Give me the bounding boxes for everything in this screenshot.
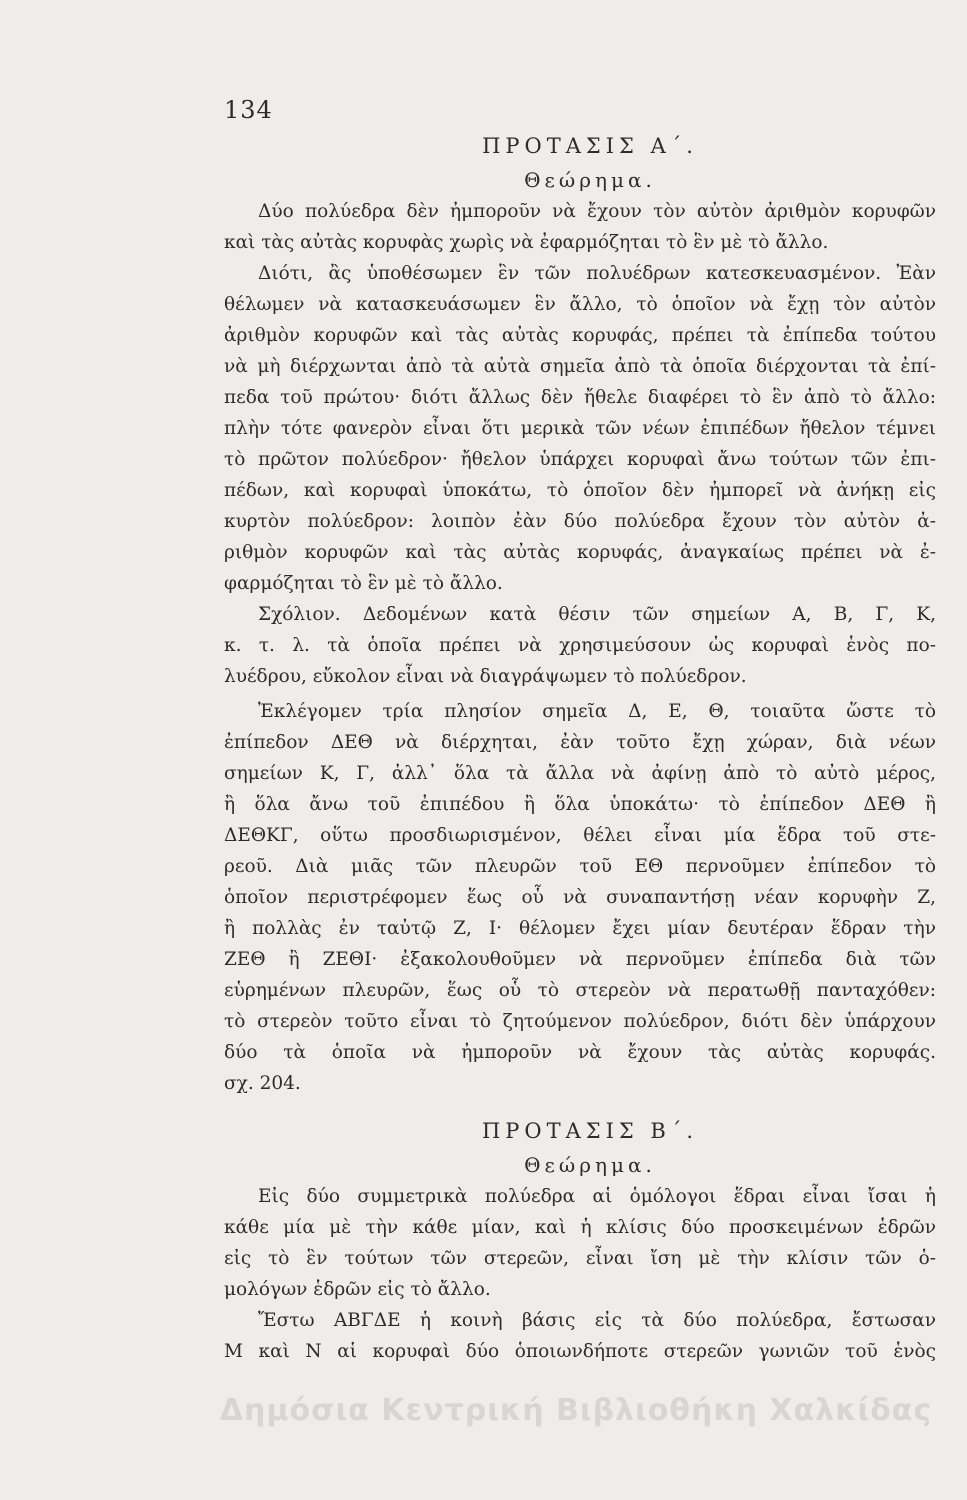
text-line: ὁποῖον περιστρέφομεν ἕως οὗ νὰ συναπαντήσῃ νέαν κορυφὴν Ζ, [224, 887, 936, 908]
text-line: εἰς τὸ ἓν τούτων τῶν στερεῶν, εἶναι ἴση μὲ τὴν κλίσιν τῶν ὁ- [224, 1248, 936, 1269]
text-line: δύο τὰ ὁποῖα νὰ ἠμποροῦν νὰ ἔχουν τὰς αὐτὰς κορυφάς. [224, 1042, 936, 1063]
text-line: εὑρημένων πλευρῶν, ἕως οὗ τὸ στερεὸν νὰ περατωθῇ πανταχόθεν: [224, 980, 936, 1001]
figure-reference: σχ. 204. [224, 1073, 301, 1094]
text-line: κάθε μία μὲ τὴν κάθε μίαν, καὶ ἡ κλίσις δύο προσκειμένων ἑδρῶν [224, 1217, 936, 1238]
theorem-a-label: Θεώρημα. [524, 168, 656, 192]
text-line: Ἔστω ΑΒΓΔΕ ἡ κοινὴ βάσις εἰς τὰ δύο πολύεδρα, ἔστωσαν [258, 1310, 936, 1331]
page-number: 134 [224, 96, 273, 124]
text-line: καὶ τὰς αὐτὰς κορυφὰς χωρὶς νὰ ἐφαρμόζηται τὸ ἓν μὲ τὸ ἄλλο. [224, 232, 829, 253]
text-line: νὰ μὴ διέρχωνται ἀπὸ τὰ αὐτὰ σημεῖα ἀπὸ τὰ ὁποῖα διέρχονται τὰ ἐπί- [224, 356, 936, 377]
text-line: Διότι, ἂς ὑποθέσωμεν ἓν τῶν πολυέδρων κατεσκευασμένον. Ἐὰν [258, 263, 936, 284]
theorem-a-proof [224, 258, 936, 599]
theorem-b-label: Θεώρημα. [524, 1153, 656, 1177]
text-line: τὸ στερεὸν τοῦτο εἶναι τὸ ζητούμενον πολύεδρον, διότι δὲν ὑπάρχουν [224, 1011, 936, 1032]
text-line: ἢ πολλὰς ἐν ταὐτῷ Ζ, Ι· θέλομεν ἔχει μίαν δευτέραν ἕδραν τὴν [224, 918, 936, 939]
theorem-b-proof [224, 1305, 936, 1367]
text-line: λυέδρου, εὔκολον εἶναι νὰ διαγράψωμεν τὸ πολύεδρον. [224, 666, 747, 687]
text-line: πλὴν τότε φανερὸν εἶναι ὅτι μερικὰ τῶν νέων ἐπιπέδων ἤθελον τέμνει [224, 418, 936, 439]
text-line: ΔΕΘΚΓ, οὕτω προσδιωρισμένον, θέλει εἶναι μία ἕδρα τοῦ στε- [224, 825, 936, 846]
library-watermark: Δημόσια Κεντρική Βιβλιοθήκη Χαλκίδας [219, 1393, 933, 1428]
text-line: σημείων Κ, Γ, ἀλλ᾽ ὅλα τὰ ἄλλα νὰ ἀφίνῃ ἀπὸ τὸ αὐτὸ μέρος, [224, 763, 936, 784]
page-text [224, 128, 936, 1367]
theorem-a-statement [224, 196, 936, 258]
text-line: φαρμόζηται τὸ ἓν μὲ τὸ ἄλλο. [224, 573, 503, 594]
text-line: Σχόλιον. Δεδομένων κατὰ θέσιν τῶν σημείων Α, Β, Γ, Κ, [258, 604, 936, 625]
text-line: Ἐκλέγομεν τρία πλησίον σημεῖα Δ, Ε, Θ, τοιαῦτα ὥστε τὸ [258, 701, 936, 722]
text-line: πεδα τοῦ πρώτου· διότι ἄλλως δὲν ἤθελε διαφέρει τὸ ἓν ἀπὸ τὸ ἄλλο: [224, 387, 936, 408]
theorem-b-statement [224, 1181, 936, 1305]
text-line: ἐπίπεδον ΔΕΘ νὰ διέρχηται, ἐὰν τοῦτο ἔχῃ χώραν, διὰ νέων [224, 732, 936, 753]
scholion [224, 599, 936, 692]
text-line: κ. τ. λ. τὰ ὁποῖα πρέπει νὰ χρησιμεύσουν ὡς κορυφαὶ ἑνὸς πο- [224, 635, 936, 656]
text-line: θέλωμεν νὰ κατασκευάσωμεν ἓν ἄλλο, τὸ ὁποῖον νὰ ἔχῃ τὸν αὐτὸν [224, 294, 936, 315]
proposition-a-heading: ΠΡΟΤΑΣΙΣ Α΄. [482, 134, 698, 158]
text-line: ριθμὸν κορυφῶν καὶ τὰς αὐτὰς κορυφάς, ἀναγκαίως πρέπει νὰ ἐ- [224, 542, 936, 563]
text-line: ρεοῦ. Διὰ μιᾶς τῶν πλευρῶν τοῦ ΕΘ περνοῦμεν ἐπίπεδον τὸ [224, 856, 936, 877]
text-line: μολόγων ἑδρῶν εἰς τὸ ἄλλο. [224, 1279, 491, 1300]
text-line: ἀριθμὸν κορυφῶν καὶ τὰς αὐτὰς κορυφάς, πρέπει τὰ ἐπίπεδα τούτου [224, 325, 936, 346]
text-line: ἢ ὅλα ἄνω τοῦ ἐπιπέδου ἢ ὅλα ὑποκάτω· τὸ ἐπίπεδον ΔΕΘ ἢ [224, 794, 936, 815]
text-line: ΖΕΘ ἢ ΖΕΘΙ· ἐξακολουθοῦμεν νὰ περνοῦμεν ἐπίπεδα διὰ τῶν [224, 949, 936, 970]
text-line: πέδων, καὶ κορυφαὶ ὑποκάτω, τὸ ὁποῖον δὲν ἠμπορεῖ νὰ ἀνήκῃ εἰς [224, 480, 936, 501]
text-line: Εἰς δύο συμμετρικὰ πολύεδρα αἱ ὁμόλογοι ἕδραι εἶναι ἴσαι ἡ [258, 1186, 936, 1207]
construction-paragraph [224, 696, 936, 1099]
text-line: κυρτὸν πολύεδρον: λοιπὸν ἐὰν δύο πολύεδρα ἔχουν τὸν αὐτὸν ἀ- [224, 511, 936, 532]
proposition-b-heading: ΠΡΟΤΑΣΙΣ Β΄. [481, 1119, 699, 1143]
text-line: Δύο πολύεδρα δὲν ἠμποροῦν νὰ ἔχουν τὸν αὐτὸν ἀριθμὸν κορυφῶν [258, 201, 936, 222]
text-line: Μ καὶ Ν αἱ κορυφαὶ δύο ὁποιωνδήποτε στερεῶν γωνιῶν τοῦ ἑνὸς [224, 1341, 936, 1362]
text-line: τὸ πρῶτον πολύεδρον· ἤθελον ὑπάρχει κορυφαὶ ἄνω τούτων τῶν ἐπι- [224, 449, 936, 470]
